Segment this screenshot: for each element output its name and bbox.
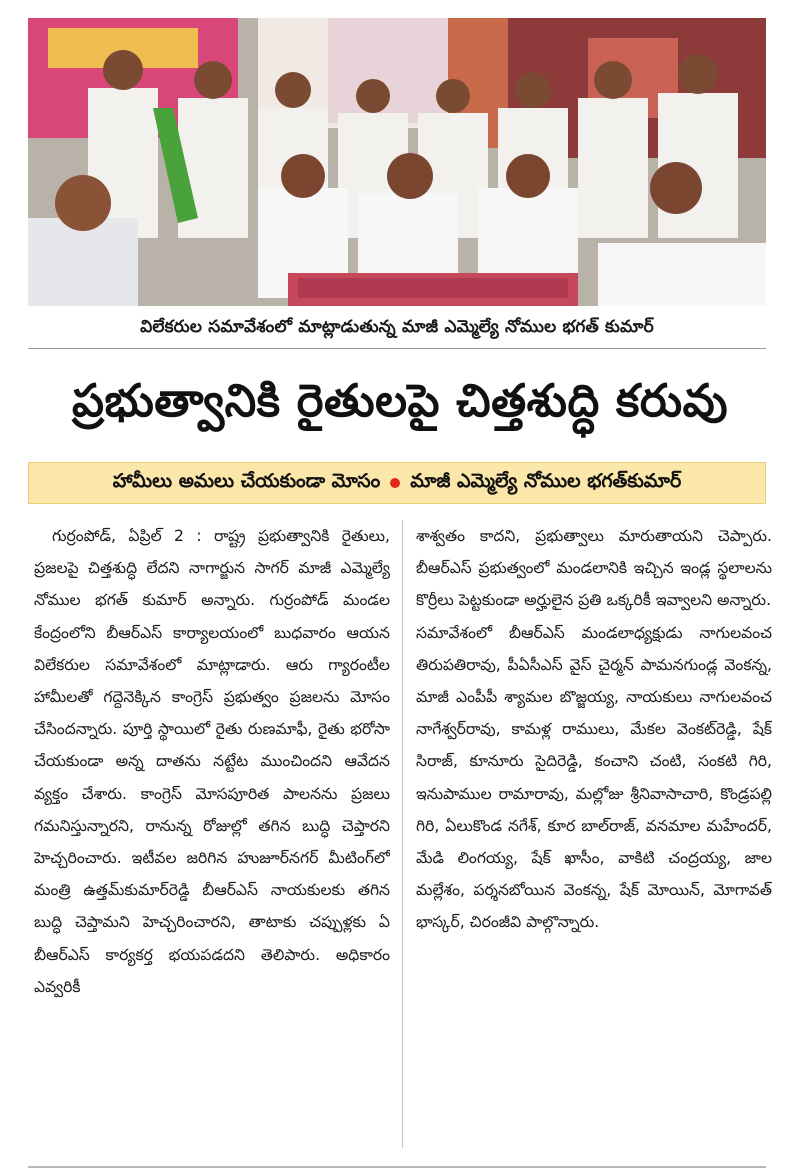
subheadline-bar (28, 462, 766, 504)
news-photo (28, 18, 766, 306)
bullet-icon (390, 478, 400, 488)
article-paragraph: గుర్రంపోడ్, ఏప్రిల్ 2 : రాష్ట్ర ప్రభుత్వానికి రైతులు, ప్రజలపై చిత్తశుద్ధి లేదని నాగార్జున సాగర్ మాజీ ఎమ్మెల్యే నోముల భగత్ కుమార్ అన్నారు. గుర్రంపోడ్ మండల కేంద్రంలోని బీఆర్ఎస్ కార్యాలయంలో బుధవారం ఆయన విలేకరుల సమావేశంలో మాట్లాడారు. ఆరు గ్యారంటీల హామీలతో గద్దెనెక్కిన కాంగ్రెస్ ప్రభుత్వం ప్రజలను మోసం చేసిందన్నారు. పూర్తి స్థాయిలో రైతు రుణమాఫీ, రైతు భరోసా చేయకుండా అన్న దాతను నట్టేట ముంచిందని ఆవేదన వ్యక్తం చేశారు. కాంగ్రెస్ మోసపూరిత పాలనను ప్రజలు గమనిస్తున్నారని, రానున్న రోజుల్లో తగిన బుద్ధి చెప్తారని హెచ్చరించారు. ఇటీవల జరిగిన హుజూర్‌నగర్ మీటింగ్‌లో మంత్రి ఉత్తమ్‌కుమార్‌రెడ్డి బీఆర్ఎస్ నాయకులకు తగిన బుద్ధి చెప్తామని హెచ్చరించారని, తాటాకు చప్పుళ్లకు ఏ బీఆర్ఎస్ కార్యకర్త భయపడదని తెలిపారు. అధికారం ఎవ్వరికీ (34, 527, 390, 996)
headline: ప్రభుత్వానికి రైతులపై చిత్తశుద్ధి కరువు (71, 374, 729, 427)
column-divider (402, 520, 403, 1148)
subheadline-right: మాజీ ఎమ్మెల్యే నోముల భగత్‌కుమార్ (410, 469, 682, 492)
article-paragraph: సమావేశంలో బీఆర్ఎస్ మండలాధ్యక్షుడు నాగులవంచ తిరుపతిరావు, పీఏసీఎస్ వైస్ చైర్మన్ పామనగుండ్ల వెంకన్న, మాజీ ఎంపీపీ శ్యామల బొజ్జయ్య, నాయకులు నాగులవంచ నాగేశ్వర్‌రావు, కామళ్ల రాములు, మేకల వెంకట్‌రెడ్డి, షేక్ సిరాజ్, కూనూరు సైదిరెడ్డి, కంచాని చంటి, సంకటి గిరి, ఇనుపాముల రామారావు, మల్లోజు శ్రీనివాసాచారి, కొండ్రపల్లి గిరి, ఏలుకొండ నగేశ్, కూర బాల్‌రాజ్, వనమాల మహేందర్, మేడి లింగయ్య, షేక్ ఖాసీం, వాకిటి చంద్రయ్య, జాల మల్లేశం, పర్శనబోయిన వెంకన్న, షేక్ మోయిన్, మోగావత్ భాస్కర్, చిరంజీవి పాల్గొన్నారు. (416, 623, 772, 932)
photo-caption: విలేకరుల సమావేశంలో మాట్లాడుతున్న మాజీ ఎమ్మెల్యే నోముల భగత్ కుమార్ (140, 317, 654, 337)
subheadline-left: హామీలు అమలు చేయకుండా మోసం (112, 469, 381, 492)
article-column-right (416, 520, 772, 1150)
caption-divider (28, 348, 766, 349)
article-paragraph: శాశ్వతం కాదని, ప్రభుత్వాలు మారుతాయని చెప్పారు. బీఆర్ఎస్ ప్రభుత్వంలో మండలానికి ఇచ్చిన ఇండ్ల స్థలాలను కొర్రీలు పెట్టకుండా అర్హులైన ప్రతి ఒక్కరికీ ఇవ్వాలని అన్నారు. (416, 527, 772, 610)
press-meet-photo (28, 18, 766, 306)
article-column-left (34, 520, 390, 1150)
bottom-divider (28, 1166, 766, 1168)
